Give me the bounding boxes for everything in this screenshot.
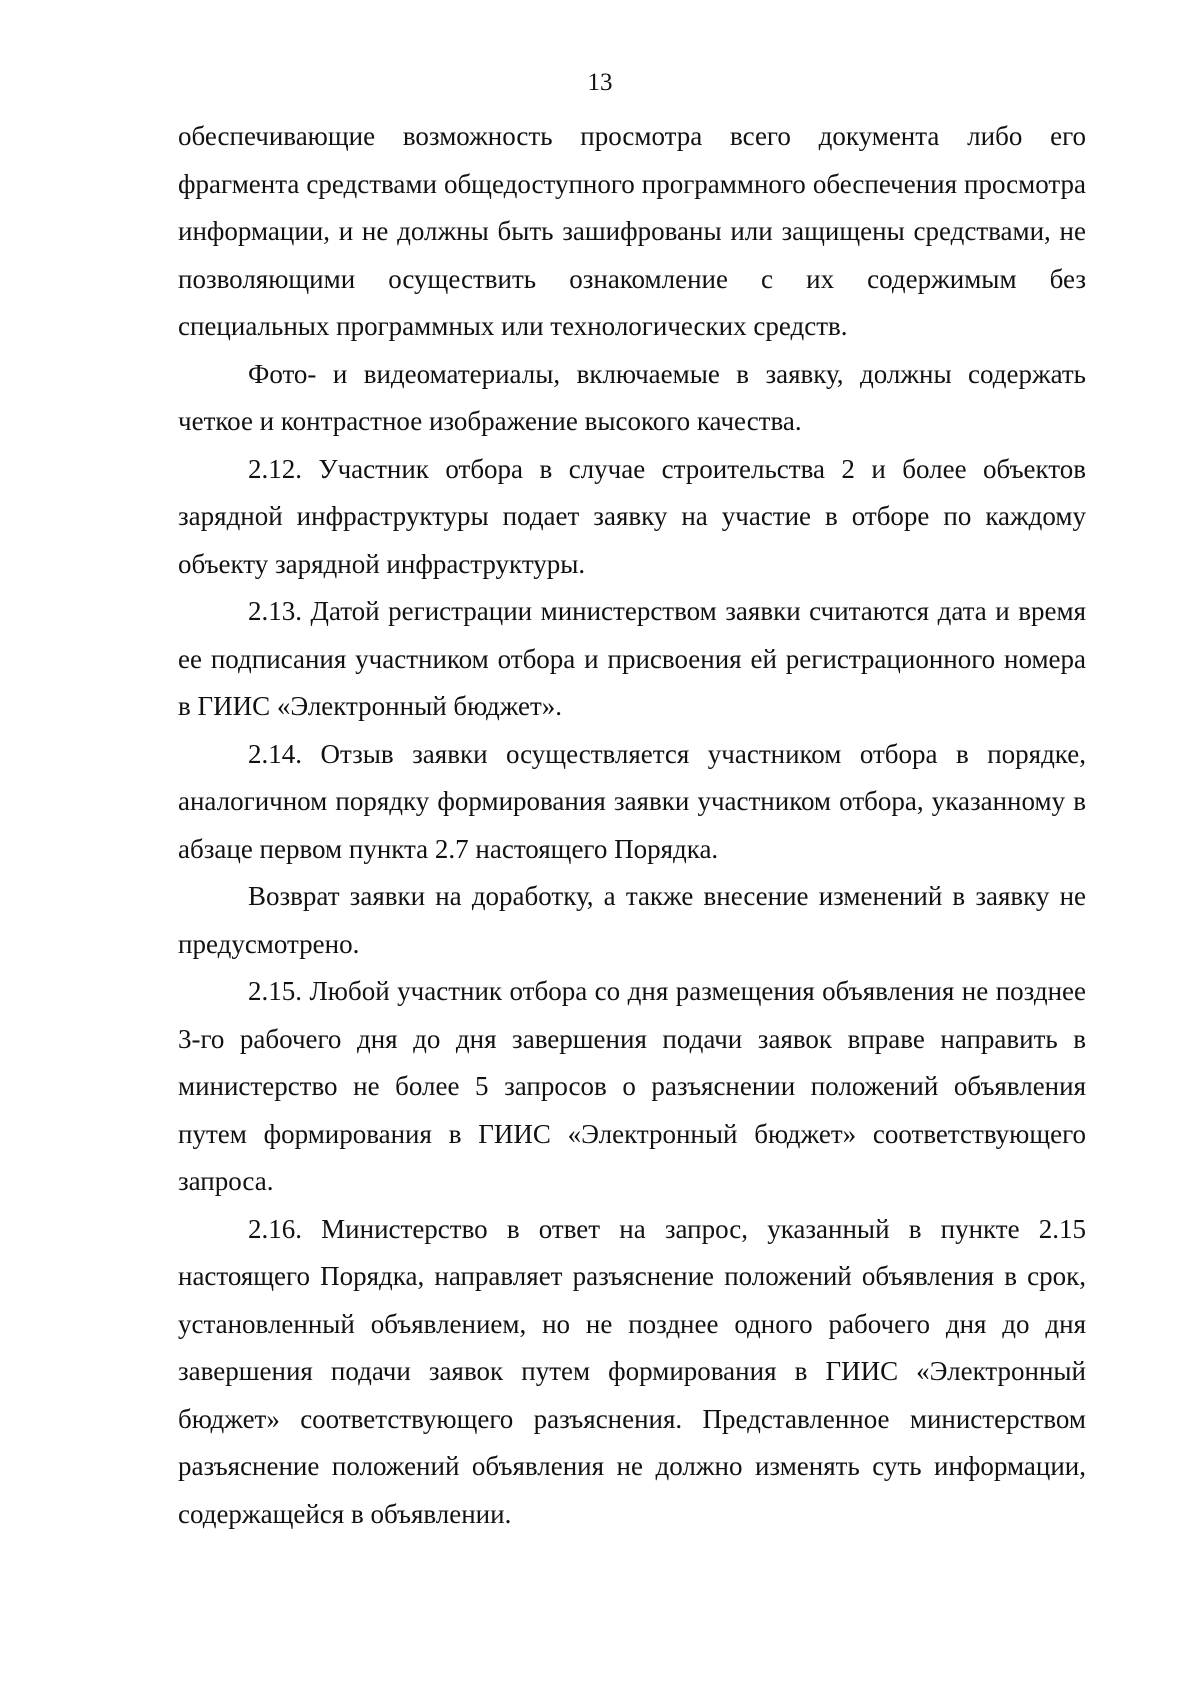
paragraph-2-14: 2.14. Отзыв заявки осуществляется участником отбора в порядке, аналогичном порядку формирования заявки участником отбора, указанному в абзаце первом пункта 2.7 настоящего Порядка.	[178, 738, 1086, 864]
paragraph-continuation: обеспечивающие возможность просмотра всего документа либо его фрагмента средствами общедоступного программного обеспечения просмотра информации, и не должны быть зашифрованы или защищены средствами, не позволяющими осуществить ознакомление с их содержимым без специальных программных или технологических средств.	[178, 121, 1086, 341]
document-body	[178, 113, 1086, 1538]
paragraph-photo-video: Фото- и видеоматериалы, включаемые в заявку, должны содержать четкое и контрастное изображение высокого качества.	[178, 358, 1086, 436]
paragraph-2-12: 2.12. Участник отбора в случае строительства 2 и более объектов зарядной инфраструктуры подает заявку на участие в отборе по каждому объекту зарядной инфраструктуры.	[178, 453, 1086, 579]
paragraph-return: Возврат заявки на доработку, а также внесение изменений в заявку не предусмотрено.	[178, 881, 1086, 959]
page-number: 13	[587, 69, 613, 96]
paragraph-2-15: 2.15. Любой участник отбора со дня размещения объявления не позднее 3-го рабочего дня до дня завершения подачи заявок вправе направить в министерство не более 5 запросов о разъяснении положений объявления путем формирования в ГИИС «Электронный бюджет» соответствующего запроса.	[178, 976, 1086, 1196]
paragraph-2-13: 2.13. Датой регистрации министерством заявки считаются дата и время ее подписания участником отбора и присвоения ей регистрационного номера в ГИИС «Электронный бюджет».	[178, 596, 1086, 721]
paragraph-2-16: 2.16. Министерство в ответ на запрос, указанный в пункте 2.15 настоящего Порядка, направляет разъяснение положений объявления в срок, установленный объявлением, но не позднее одного рабочего дня до дня завершения подачи заявок путем формирования в ГИИС «Электронный бюджет» соответствующего разъяснения. Представленное министерством разъяснение положений объявления не должно изменять суть информации, содержащейся в объявлении.	[178, 1213, 1086, 1529]
